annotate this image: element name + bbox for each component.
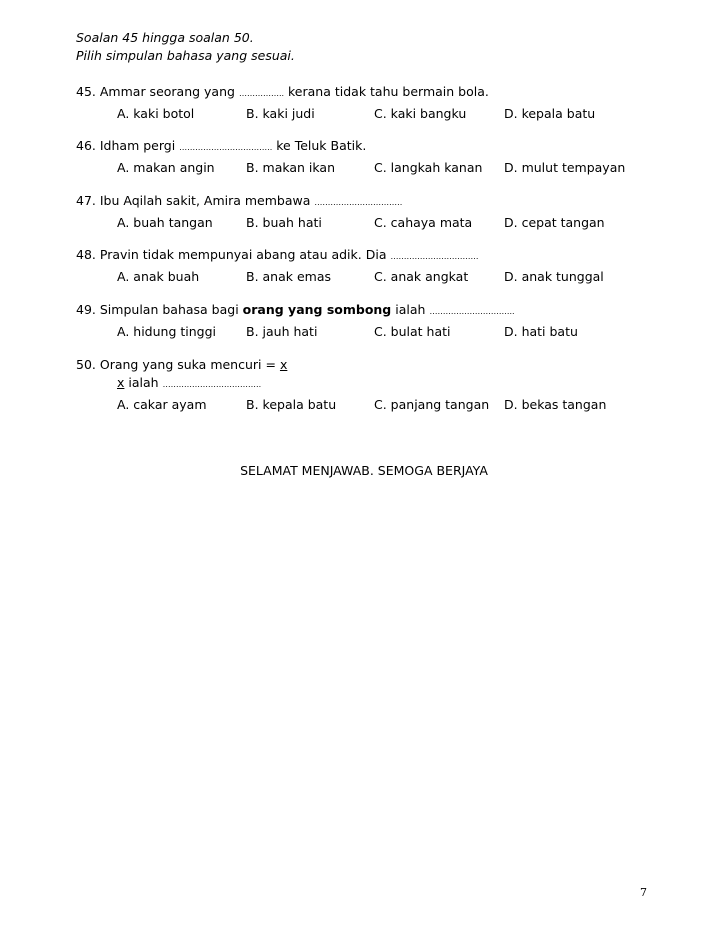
options-row <box>76 105 676 123</box>
answer-blank: …………………………….. <box>179 143 273 152</box>
stem-text-end: ke Teluk Batik. <box>276 138 367 153</box>
option-a: A. anak buah <box>117 269 200 284</box>
option-d: D. bekas tangan <box>504 397 607 412</box>
option-b: B. kaki judi <box>246 106 315 121</box>
question-stem <box>76 246 676 266</box>
stem-text: Pravin tidak mempunyai abang atau adik. Dia <box>99 247 387 262</box>
stem-text: Orang yang suka mencuri = <box>99 357 276 372</box>
option-c: C. anak angkat <box>374 269 469 284</box>
question-number: 45. <box>76 84 96 99</box>
question-stem <box>76 192 676 212</box>
question-number: 49. <box>76 302 96 317</box>
option-c: C. kaki bangku <box>374 106 467 121</box>
question-48 <box>76 246 676 286</box>
option-d: D. hati batu <box>504 324 578 339</box>
options-row <box>76 268 676 286</box>
stem-text: Ammar seorang yang <box>99 84 235 99</box>
options-row <box>76 159 676 177</box>
option-a: A. cakar ayam <box>117 397 207 412</box>
question-50 <box>76 356 676 414</box>
answer-blank: …………………………… <box>390 252 479 261</box>
page-number: 7 <box>640 886 647 899</box>
option-b: B. buah hati <box>246 215 322 230</box>
question-stem <box>76 356 676 374</box>
answer-blank: …………………………… <box>314 198 403 207</box>
variable-x: x <box>117 375 125 390</box>
question-number: 48. <box>76 247 96 262</box>
options-row <box>76 396 676 414</box>
emphasized-phrase: orang yang sombong <box>242 302 392 317</box>
answer-blank: …………….. <box>238 89 285 98</box>
options-row <box>76 214 676 232</box>
option-d: D. cepat tangan <box>504 215 605 230</box>
option-c: C. panjang tangan <box>374 397 490 412</box>
variable-x: x <box>279 357 288 372</box>
question-49 <box>76 301 676 341</box>
question-47 <box>76 192 676 232</box>
question-stem <box>76 83 676 103</box>
stem-text: Ibu Aqilah sakit, Amira membawa <box>99 193 311 208</box>
instruction-line-2: Pilih simpulan bahasa yang sesuai. <box>76 48 295 63</box>
closing-message: SELAMAT MENJAWAB. SEMOGA BERJAYA <box>240 463 488 478</box>
question-number: 47. <box>76 193 96 208</box>
option-c: C. bulat hati <box>374 324 451 339</box>
instruction-line-1: Soalan 45 hingga soalan 50. <box>76 30 254 45</box>
option-a: A. buah tangan <box>117 215 213 230</box>
question-continuation <box>76 374 676 394</box>
option-a: A. kaki botol <box>117 106 195 121</box>
option-b: B. anak emas <box>246 269 332 284</box>
question-number: 46. <box>76 138 96 153</box>
option-a: A. makan angin <box>117 160 215 175</box>
option-b: B. makan ikan <box>246 160 336 175</box>
option-c: C. cahaya mata <box>374 215 473 230</box>
question-45 <box>76 83 676 123</box>
option-a: A. hidung tinggi <box>117 324 216 339</box>
options-row <box>76 323 676 341</box>
option-d: D. kepala batu <box>504 106 596 121</box>
answer-blank: ………………………….. <box>429 307 515 316</box>
stem-text: Simpulan bahasa bagi <box>99 302 239 317</box>
option-c: C. langkah kanan <box>374 160 483 175</box>
option-d: D. mulut tempayan <box>504 160 626 175</box>
stem-text-end: kerana tidak tahu bermain bola. <box>288 84 489 99</box>
instructions <box>76 29 295 65</box>
answer-blank: ………………………………. <box>162 380 262 389</box>
question-number: 50. <box>76 357 96 372</box>
option-b: B. jauh hati <box>246 324 318 339</box>
option-d: D. anak tunggal <box>504 269 604 284</box>
stem-text: ialah <box>128 375 159 390</box>
stem-text-mid: ialah <box>395 302 426 317</box>
option-b: B. kepala batu <box>246 397 337 412</box>
question-stem <box>76 301 676 321</box>
stem-text: Idham pergi <box>99 138 176 153</box>
question-46 <box>76 137 676 177</box>
question-stem <box>76 137 676 157</box>
